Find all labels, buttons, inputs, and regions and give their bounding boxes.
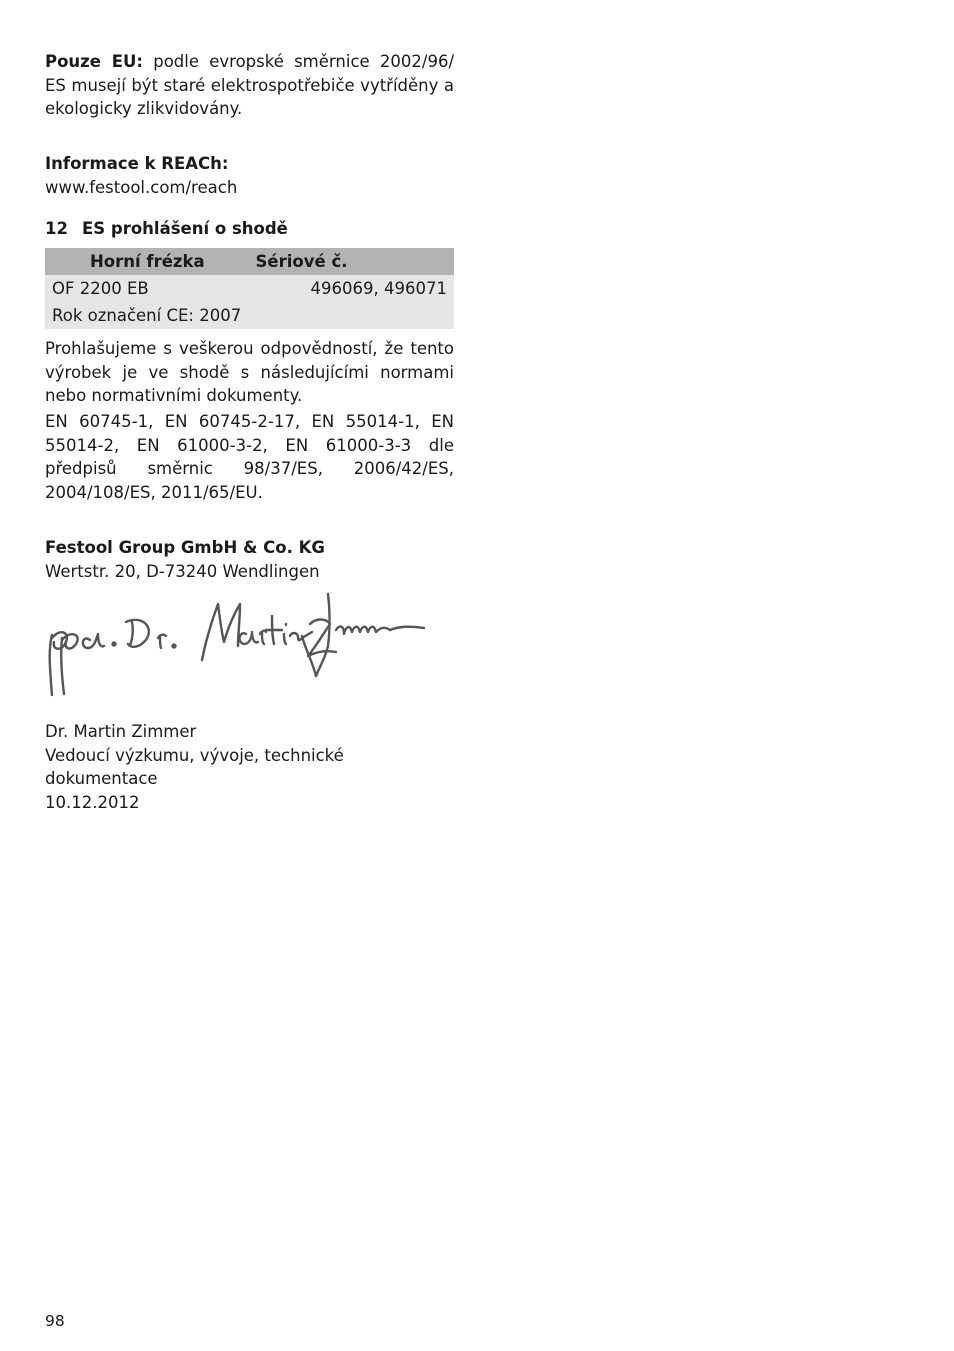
signature-image [40, 590, 440, 700]
reach-url: www.festool.com/reach [45, 177, 238, 197]
eu-text: podle evropské směrnice 2002/96/ ES musejí být staré elektrospotřebiče vytříděny a ekologicky zlikvidovány. [45, 52, 455, 118]
serial-cell: 496069, 496071 [256, 275, 454, 302]
column-header-serial: Sériové č. [256, 248, 454, 275]
section-number: 12 [45, 219, 68, 238]
declaration-text: Prohlašujeme s veškerou odpovědností, že tento výrobek je ve shodě s následujícími normami nebo normativními dokumenty. [45, 339, 454, 405]
table-row [45, 275, 454, 302]
signer-role: Vedoucí výzkumu, vývoje, technické dokumentace [45, 745, 344, 788]
ce-year-cell: Rok označení CE: 2007 [45, 302, 454, 329]
company-address: Wertstr. 20, D-73240 Wendlingen [45, 561, 320, 581]
standards-text: EN 60745-1, EN 60745-2-17, EN 55014-1, EN 55014-2, EN 61000-3-2, EN 61000-3-3 dle předpisů směrnic 98/37/ES, 2006/42/ES, 2004/108/ES, 2011/65/EU. [45, 412, 454, 502]
signer-name: Dr. Martin Zimmer [45, 722, 197, 741]
eu-disposal-notice [45, 50, 454, 121]
reach-info [45, 152, 454, 199]
company-name: Festool Group GmbH & Co. KG [45, 538, 325, 557]
table-header-row [45, 248, 454, 275]
product-cell: OF 2200 EB [45, 275, 256, 302]
company-info [45, 536, 454, 583]
column-header-product: Horní frézka [45, 248, 256, 275]
signature-date: 10.12.2012 [45, 792, 140, 812]
signer-info [45, 720, 454, 814]
eu-label: Pouze EU: [45, 52, 143, 71]
reach-heading: Informace k REACh: [45, 154, 229, 173]
section-heading [45, 217, 454, 241]
table-row [45, 302, 454, 329]
conformity-table [45, 248, 454, 329]
page-number: 98 [45, 1312, 65, 1330]
section-title: ES prohlášení o shodě [82, 219, 288, 238]
